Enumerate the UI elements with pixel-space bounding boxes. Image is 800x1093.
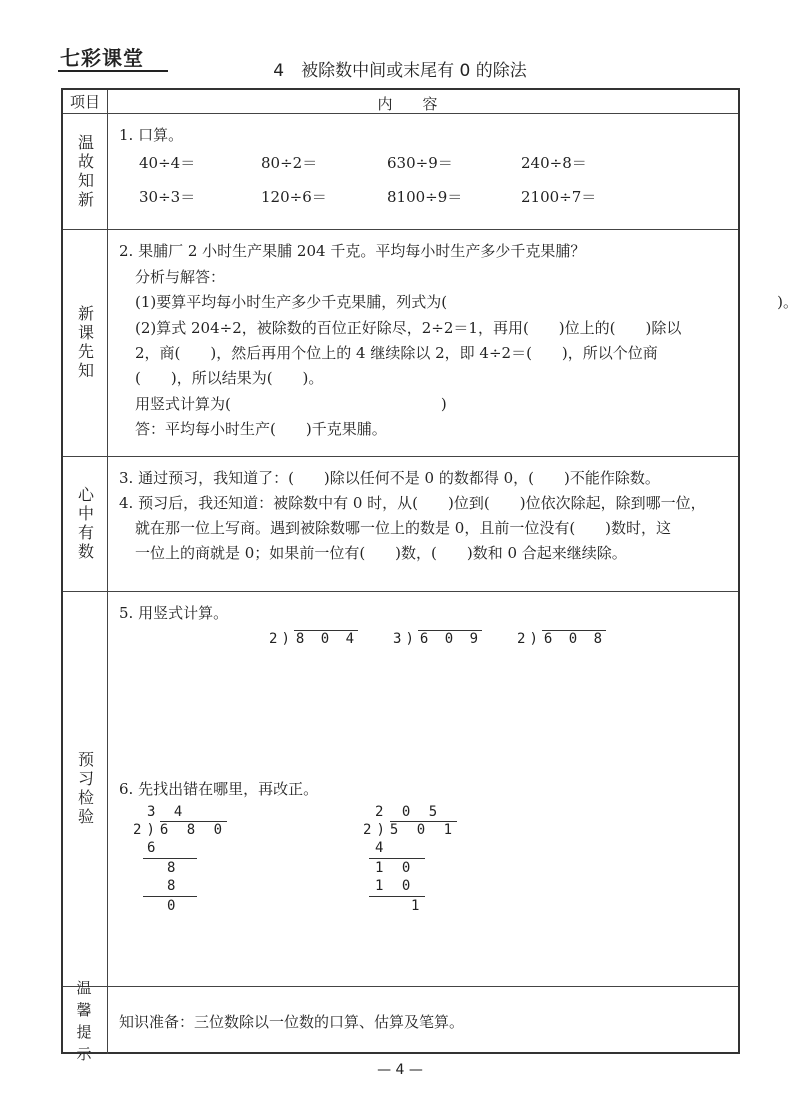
- analysis-heading: 分析与解答：: [135, 268, 226, 286]
- work2-step: 1 0: [375, 878, 416, 894]
- work1-quotient: 3 4: [147, 804, 188, 820]
- work1-step: 0: [167, 898, 181, 914]
- analysis-line: ( )，所以结果为( )。: [135, 369, 324, 387]
- check-section: [63, 592, 738, 987]
- mental-calc-item: 40÷4＝: [139, 154, 196, 172]
- long-division-problem: 3) 6 0 9: [393, 631, 483, 647]
- question-1: 1. 口算。: [119, 126, 184, 144]
- mental-calc-item: 630÷9＝: [387, 154, 453, 172]
- review-section: [63, 114, 738, 230]
- vertical-calc-line: 用竖式计算为( ): [135, 395, 447, 413]
- page-number: — 4 —: [377, 1062, 423, 1078]
- question-3: 3. 通过预习，我知道了：( )除以任何不是 0 的数都得 0，( )不能作除数。: [119, 469, 660, 487]
- header-content-label: 内容: [377, 95, 468, 113]
- summary-section: [63, 457, 738, 592]
- analysis-line: (2)算式 204÷2，被除数的百位正好除尽，2÷2＝1，再用( )位上的( )除以: [135, 319, 682, 337]
- work1-rule: [143, 858, 197, 859]
- new-lesson-section: [63, 230, 798, 457]
- work2-step: 4: [375, 840, 389, 856]
- question-4-line: 一位上的商就是 0；如果前一位有( )数，( )数和 0 合起来继续除。: [135, 544, 627, 562]
- question-2: 2. 果脯厂 2 小时生产果脯 204 千克。平均每小时生产多少千克果脯？: [119, 242, 586, 260]
- work1-division: 2)6 8 0: [133, 822, 228, 838]
- worksheet-table: [61, 88, 798, 1063]
- new-lesson-label: 新课先知: [75, 305, 95, 381]
- brand-logo: 七彩课堂: [60, 46, 144, 70]
- work1-step: 6: [147, 840, 161, 856]
- work1-step: 8: [167, 860, 181, 876]
- work2-divisor: 2: [363, 822, 377, 838]
- work1-dividend: 6 8 0: [159, 822, 228, 838]
- page-title: 4 被除数中间或末尾有 0 的除法: [273, 61, 527, 81]
- analysis-line: 2，商( )，然后再用个位上的 4 继续除以 2，即 4÷2＝( )，所以个位商: [135, 344, 658, 362]
- question-4-line: 就在那一位上写商。遇到被除数哪一位上的数是 0，且前一位没有( )数时，这: [135, 519, 672, 537]
- work2-rule: [369, 896, 425, 897]
- tip-label: 温馨提示: [76, 978, 94, 1063]
- table-header-row: [63, 90, 738, 114]
- question-5: 5. 用竖式计算。: [119, 604, 229, 622]
- header-item-label: 项目: [63, 90, 108, 113]
- mental-calc-item: 8100÷9＝: [387, 188, 463, 206]
- review-label: 温故知新: [75, 133, 95, 210]
- work2-rule: [369, 858, 425, 859]
- work2-division: 2)5 0 1: [363, 822, 458, 838]
- dividend: 6 0 8: [543, 631, 607, 647]
- mental-calc-item: 30÷3＝: [139, 188, 196, 206]
- work2-dividend: 5 0 1: [389, 822, 458, 838]
- work2-step: 1: [411, 898, 425, 914]
- question-4: 4. 预习后，我还知道：被除数中有 0 时，从( )位到( )位依次除起，除到哪一位，: [119, 494, 706, 512]
- work1-rule: [143, 896, 197, 897]
- divisor: 2: [269, 631, 282, 647]
- work1-divisor: 2: [133, 822, 147, 838]
- question-6: 6. 先找出错在哪里，再改正。: [119, 780, 319, 798]
- work1-step: 8: [167, 878, 181, 894]
- divisor: 2: [517, 631, 530, 647]
- work2-quotient: 2 0 5: [375, 804, 443, 820]
- mental-calc-item: 120÷6＝: [261, 188, 327, 206]
- dividend: 6 0 9: [419, 631, 483, 647]
- answer-line: 答：平均每小时生产( )千克果脯。: [135, 420, 387, 438]
- long-division-problem: 2) 8 0 4: [269, 631, 359, 647]
- analysis-line: (1)要算平均每小时生产多少千克果脯，列式为( )。: [135, 293, 798, 311]
- tip-section: [63, 978, 738, 1063]
- mental-calc-item: 2100÷7＝: [521, 188, 597, 206]
- mental-calc-item: 240÷8＝: [521, 154, 587, 172]
- long-division-problem: 2) 6 0 8: [517, 631, 607, 647]
- divisor: 3: [393, 631, 406, 647]
- mental-calc-item: 80÷2＝: [261, 154, 318, 172]
- work2-step: 1 0: [375, 860, 416, 876]
- summary-label: 心中有数: [75, 486, 95, 562]
- dividend: 8 0 4: [295, 631, 359, 647]
- check-label: 预习检验: [75, 751, 95, 827]
- tip-text: 知识准备：三位数除以一位数的口算、估算及笔算。: [119, 1013, 465, 1031]
